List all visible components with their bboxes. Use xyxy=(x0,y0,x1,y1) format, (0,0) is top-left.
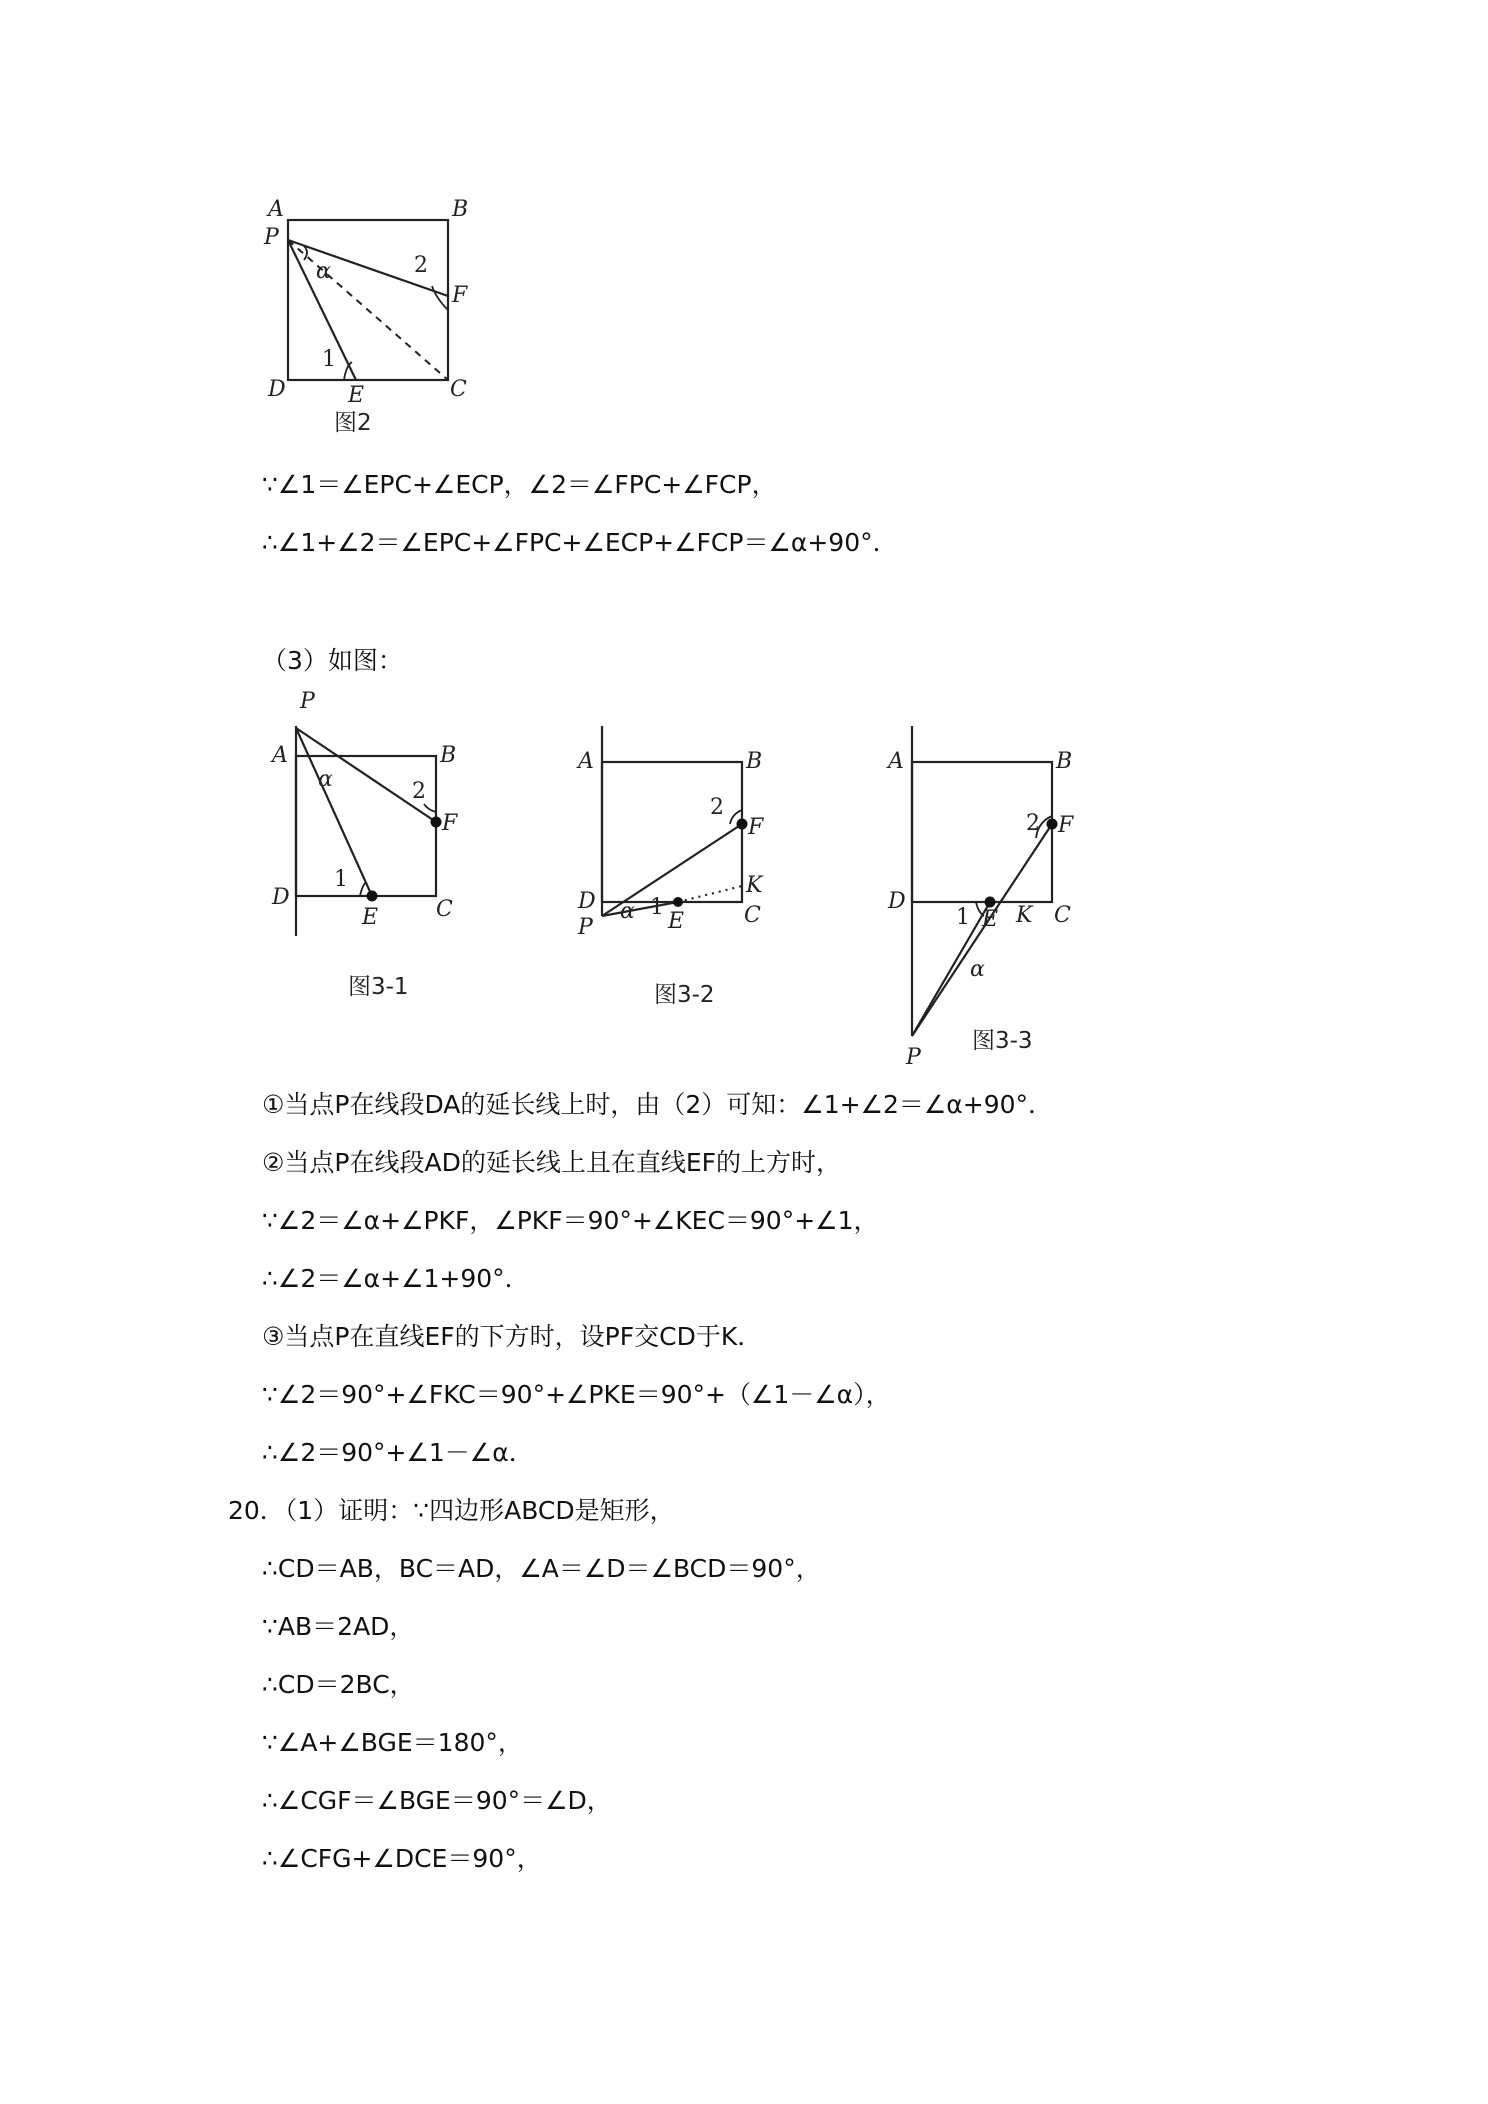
label-d: D xyxy=(268,377,286,402)
label-angle-1: 1 xyxy=(322,347,336,372)
square-abcd xyxy=(288,220,448,380)
label-e: E xyxy=(362,905,379,930)
angle-2-arc xyxy=(432,286,448,310)
label-angle-1: 1 xyxy=(334,867,348,892)
case-2-result: ∴∠2＝∠α+∠1+90°． xyxy=(262,1264,530,1293)
label-angle-2: 2 xyxy=(412,779,426,804)
label-angle-2: 2 xyxy=(414,253,428,278)
label-b: B xyxy=(452,197,469,222)
q20-line-3: ∴CD＝2BC， xyxy=(262,1670,415,1699)
q20-line-5: ∴∠CGF＝∠BGE＝90°＝∠D， xyxy=(262,1786,612,1815)
label-f: F xyxy=(452,283,468,308)
label-alpha: α xyxy=(316,259,331,284)
label-c: C xyxy=(436,897,453,922)
figure-3-3 xyxy=(876,726,1116,1076)
label-c: C xyxy=(450,377,467,402)
label-d: D xyxy=(888,889,906,914)
label-d: D xyxy=(272,885,290,910)
label-a: A xyxy=(888,749,904,774)
square-abcd xyxy=(602,762,742,902)
angle-2-arc xyxy=(424,804,436,812)
label-e: E xyxy=(348,383,365,408)
label-p: P xyxy=(300,689,315,714)
figure-3-2-caption: 图3-2 xyxy=(654,982,715,1008)
q20-line-1: ∴CD＝AB，BC＝AD，∠A＝∠D＝∠BCD＝90°， xyxy=(262,1554,821,1583)
figure-2-caption: 图2 xyxy=(334,410,372,436)
angle-alpha-arc xyxy=(304,246,307,260)
label-p: P xyxy=(578,915,593,940)
case-3-reason: ∵∠2＝90°+∠FKC＝90°+∠PKE＝90°+（∠1－∠α）， xyxy=(262,1380,891,1409)
label-f: F xyxy=(748,815,764,840)
label-b: B xyxy=(1056,749,1073,774)
figure-3-2 xyxy=(568,726,798,1016)
segment-ek-dotted xyxy=(678,886,742,902)
label-a: A xyxy=(268,197,284,222)
label-angle-1: 1 xyxy=(650,895,664,920)
point-e xyxy=(985,897,996,908)
label-a: A xyxy=(578,749,594,774)
figure-3-1-caption: 图3-1 xyxy=(348,974,409,1000)
label-b: B xyxy=(746,749,763,774)
point-e xyxy=(367,891,378,902)
label-angle-2: 2 xyxy=(1026,811,1040,836)
label-k: K xyxy=(1016,903,1033,928)
figure-2 xyxy=(260,190,510,440)
label-c: C xyxy=(1054,903,1071,928)
label-k: K xyxy=(746,873,763,898)
label-b: B xyxy=(440,743,457,768)
label-p: P xyxy=(906,1045,921,1070)
label-a: A xyxy=(272,743,288,768)
label-e: E xyxy=(982,907,999,932)
q20-heading: 20．（1）证明：∵四边形ABCD是矩形， xyxy=(228,1496,675,1525)
figure-3-1 xyxy=(262,686,492,1016)
figure-3-3-caption: 图3-3 xyxy=(972,1028,1033,1054)
label-e: E xyxy=(668,909,685,934)
label-angle-1: 1 xyxy=(956,905,970,930)
q20-line-6: ∴∠CFG+∠DCE＝90°， xyxy=(262,1844,542,1873)
label-angle-2: 2 xyxy=(710,795,724,820)
case-3-result: ∴∠2＝90°+∠1－∠α． xyxy=(262,1438,534,1467)
point-f xyxy=(1047,819,1058,830)
label-alpha: α xyxy=(970,957,985,982)
block1-line1: ∵∠1＝∠EPC+∠ECP，∠2＝∠FPC+∠FCP， xyxy=(262,470,777,499)
q20-line-2: ∵AB＝2AD， xyxy=(262,1612,415,1641)
point-f xyxy=(431,817,442,828)
q20-line-4: ∵∠A+∠BGE＝180°， xyxy=(262,1728,523,1757)
point-f xyxy=(737,819,748,830)
label-f: F xyxy=(1058,813,1074,838)
label-alpha: α xyxy=(620,899,635,924)
label-alpha: α xyxy=(318,767,333,792)
angle-1-arc xyxy=(360,882,366,896)
part3-heading: （3）如图： xyxy=(262,646,403,675)
case-2: ②当点P在线段AD的延长线上且在直线EF的上方时， xyxy=(262,1148,842,1177)
label-p: P xyxy=(264,225,279,250)
case-1: ①当点P在线段DA的延长线上时，由（2）可知：∠1+∠2＝∠α+90°． xyxy=(262,1090,1054,1119)
label-d: D xyxy=(578,889,596,914)
label-f: F xyxy=(442,811,458,836)
case-2-reason: ∵∠2＝∠α+∠PKF，∠PKF＝90°+∠KEC＝90°+∠1， xyxy=(262,1206,879,1235)
block1-line2: ∴∠1+∠2＝∠EPC+∠FPC+∠ECP+∠FCP＝∠α+90°． xyxy=(262,528,898,557)
point-e xyxy=(673,897,683,907)
case-3: ③当点P在直线EF的下方时，设PF交CD于K． xyxy=(262,1322,763,1351)
label-c: C xyxy=(744,903,761,928)
